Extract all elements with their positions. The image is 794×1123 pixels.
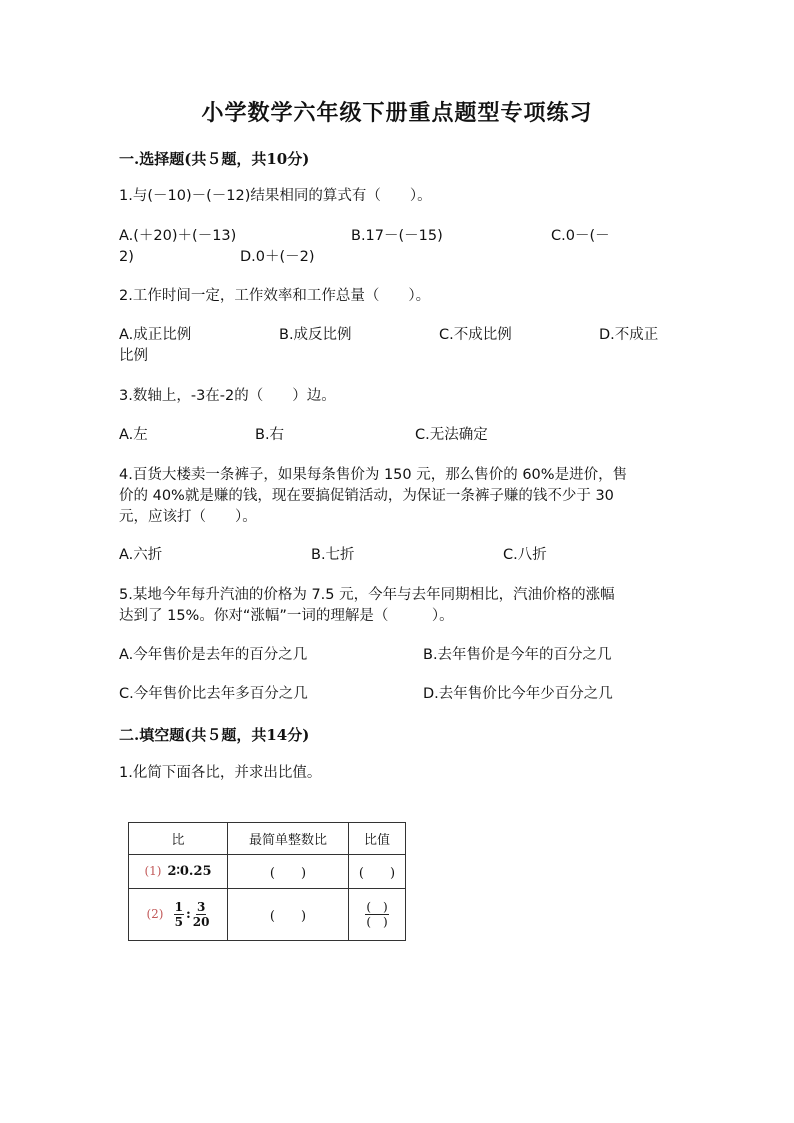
question-2-stem: 2.工作时间一定，工作效率和工作总量（ ）。 [119,288,431,304]
q1-option-b[interactable]: B.17－(－15) [351,228,443,244]
q2-option-b[interactable]: B.成反比例 [279,327,352,343]
row-1-label: (1) [144,864,162,878]
value-numerator-blank: ( ) [366,900,388,914]
question-3-stem: 3.数轴上，-3在-2的（ ）边。 [119,388,336,404]
q4-option-b[interactable]: B.七折 [311,547,355,563]
question-5-stem-line-2: 达到了 15%。你对“涨幅”一词的理解是（ ）。 [119,608,454,624]
q5-option-c[interactable]: C.今年售价比去年多百分之几 [119,686,308,702]
row-2-simplest-blank[interactable]: ( ) [228,889,349,941]
value-denominator-blank: ( ) [366,915,388,929]
row-1-ratio-cell [129,855,228,889]
q1-option-a[interactable]: A.(＋20)＋(－13) [119,228,237,244]
fraction-1-denominator: 5 [174,915,183,929]
header-ratio-value: 比值 [349,823,406,855]
row-2-fraction-1 [174,900,184,929]
row-1-simplest-blank[interactable]: ( ) [228,855,349,889]
row-2-fraction-2 [193,900,210,929]
q3-option-c[interactable]: C.无法确定 [415,427,488,443]
q5-option-b[interactable]: B.去年售价是今年的百分之几 [423,647,612,663]
question-4-stem-line-2: 价的 40%就是赚的钱，现在要搞促销活动，为保证一条裤子赚的钱不少于 30 [119,488,614,504]
question-4-stem-line-3: 元，应该打（ ）。 [119,509,257,525]
row-2-value-cell[interactable] [349,889,406,941]
q5-option-a[interactable]: A.今年售价是去年的百分之几 [119,647,308,663]
q4-option-a[interactable]: A.六折 [119,547,163,563]
fraction-2-numerator: 3 [196,900,206,914]
q1-option-c-continued: 2) [119,249,134,265]
q3-option-a[interactable]: A.左 [119,427,148,443]
page-title: 小学数学六年级下册重点题型专项练习 [201,100,593,126]
row-1-ratio: 2∶0.25 [167,864,212,879]
section-heading-choice: 一.选择题(共５题，共10分) [119,150,310,168]
q2-option-a[interactable]: A.成正比例 [119,327,192,343]
question-4-stem-line-1: 4.百货大楼卖一条裤子，如果每条售价为 150 元，那么售价的 60%是进价，售 [119,467,628,483]
row-2-ratio-cell [129,889,228,941]
q3-option-b[interactable]: B.右 [255,427,285,443]
row-1-value-blank[interactable]: ( ) [349,855,406,889]
fraction-1-numerator: 1 [174,900,183,914]
q2-option-d-continued: 比例 [119,348,148,364]
header-simplest-ratio: 最简单整数比 [228,823,349,855]
question-1-stem: 1.与(－10)－(－12)结果相同的算式有（ ）。 [119,188,432,204]
fraction-2-denominator: 20 [192,915,210,929]
ratio-colon: : [185,907,191,922]
q5-option-d[interactable]: D.去年售价比今年少百分之几 [423,686,613,702]
ratio-table [128,822,406,941]
question-5-stem-line-1: 5.某地今年每升汽油的价格为 7.5 元，今年与去年同期相比，汽油价格的涨幅 [119,587,615,603]
section-heading-fill: 二.填空题(共５题，共14分) [119,726,310,744]
q1-option-d[interactable]: D.0＋(－2) [240,249,315,265]
header-ratio: 比 [129,823,228,855]
q1-option-c[interactable]: C.0－(－ [551,228,610,244]
q2-option-d[interactable]: D.不成正 [599,327,659,343]
fill-question-1-stem: 1.化简下面各比，并求出比值。 [119,765,322,781]
q2-option-c[interactable]: C.不成比例 [439,327,512,343]
row-2-value-fraction [365,900,388,929]
q4-option-c[interactable]: C.八折 [503,547,547,563]
row-2-label: (2) [146,907,164,921]
